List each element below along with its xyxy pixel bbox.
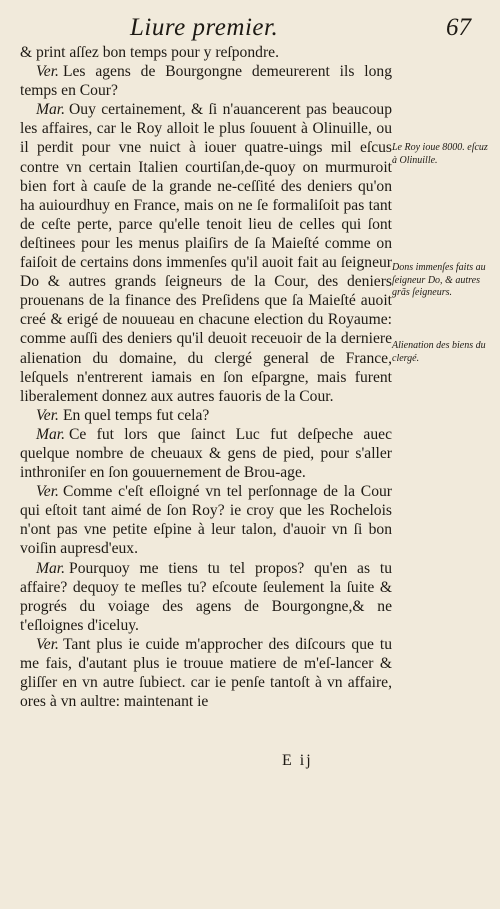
paragraph-text: Ce fut lors que ſainct Luc fut deſpeche auec quelque nombre de cheuaux & gens de pied, pour s'aller inthroniſer en ſon gouuernement de Brou-age. — [20, 425, 392, 482]
paragraph — [20, 406, 392, 425]
paragraph — [20, 62, 392, 100]
paragraph — [20, 482, 392, 558]
speaker-label: Ver. — [36, 406, 59, 424]
paragraph — [20, 635, 392, 711]
paragraph-text: Ouy certainement, & ſi n'auancerent pas beaucoup les affaires, car le Roy alloit le plus ſouuent à Olinuille, ou il perdit pour vne nuict à iouer quatre-uings mil eſcus contre vn certain Italien courtiſan,de-quoy on murmuroit bien fort à cauſe de la grande ne-ceſſité des deniers qu'on ha auiourdhuy en France, mais on ne ſe formaliſoit pas tant de ceſte perte, parce qu'elle tenoit lieu de celles qui ſont deſtinees pour les menus plaiſirs de ſa Maieſté comme on faiſoit de certains dons immenſes qu'il auoit fait au ſeigneur Do & autres grands ſeigneurs de la Cour, des deniers prouenans de la finance des Preſidens que ſa Maieſté auoit creé & erigé de nouueau en chacune election du Royaume: comme auſſi des deniers qu'il deuoit receuoir de la derniere alienation du domaine, du clergé general de France, leſquels n'entrerent iamais en ſon eſpargne, mais furent liberalement donnez aux autres fauoris de la Cour. — [20, 101, 392, 405]
paragraph-text: Comme c'eſt eſloigné vn tel perſonnage de la Cour qui eſtoit tant aimé de ſon Roy? ie croy que les Rochelois n'ont pas vne petite eſpine à leur talon, d'auoir vn ſi bon voiſin aupresd'eux. — [20, 483, 392, 558]
running-header — [0, 12, 500, 42]
speaker-label: Mar. — [36, 101, 66, 119]
speaker-label: Ver. — [36, 483, 59, 501]
paragraph — [20, 43, 392, 62]
paragraph-text: Les agens de Bourgongne demeurerent ils long temps en Cour? — [20, 63, 392, 100]
paragraph — [20, 425, 392, 482]
paragraph-text: Tant plus ie cuide m'approcher des diſcours que tu me fais, d'autant plus ie trouue matiere de m'eſ-lancer & gliſſer en vn autre ſubiect. car ie penſe tantoſt à vn affaire, ores à vn aultre: maintenant ie — [20, 635, 392, 711]
speaker-label: Mar. — [36, 425, 66, 443]
page-number: 67 — [446, 14, 471, 41]
paragraph-text: Pourquoy me tiens tu tel propos? qu'en as tu affaire? dequoy te meſles tu? eſcoute ſeulement la ſuite & progrés du voiage des agens de Bourgongne,& ne t'eſloignes d'iceluy. — [20, 559, 392, 634]
margin-note: Alienation des biens du clergé. — [392, 340, 486, 364]
paragraph — [20, 100, 392, 406]
margin-note: Dons immenſes faits au ſeigneur Do, & autres grãs ſeigneurs. — [392, 262, 486, 298]
paragraph-text: & print aſſez bon temps pour y reſpondre. — [20, 44, 279, 61]
main-text — [20, 43, 392, 711]
paragraph — [20, 559, 392, 635]
speaker-label: Mar. — [36, 559, 66, 577]
paragraph-text: En quel temps fut cela? — [62, 406, 210, 424]
margin-note: Le Roy ioue 8000. eſcuz à Olinuille. — [392, 142, 488, 166]
speaker-label: Ver. — [36, 635, 59, 653]
signature-mark: E ij — [282, 752, 313, 769]
running-title: Liure premier. — [130, 14, 279, 41]
speaker-label: Ver. — [36, 63, 59, 81]
